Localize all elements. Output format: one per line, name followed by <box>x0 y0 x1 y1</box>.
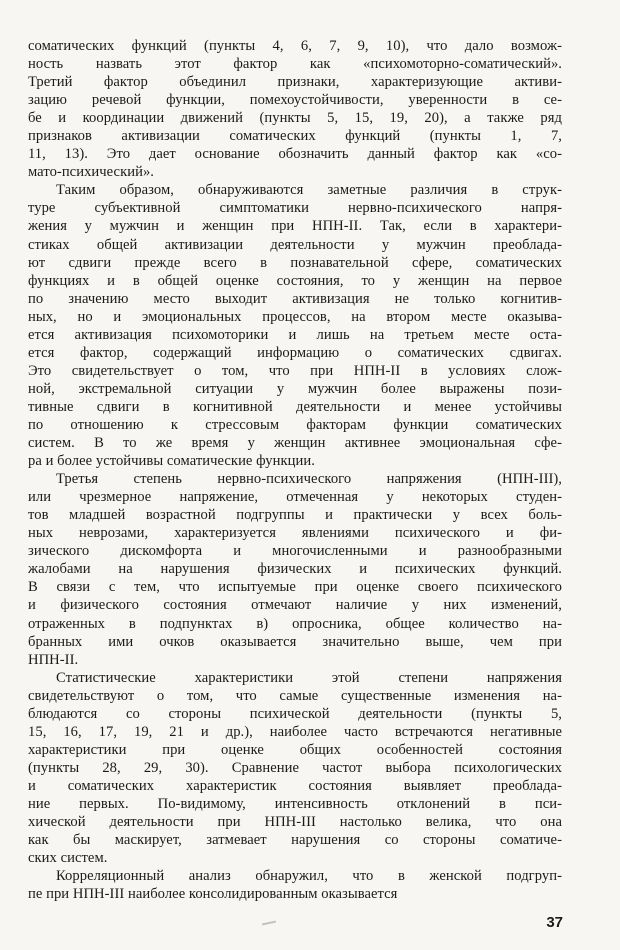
text-line: В связи с тем, что испытуемые при оценке своего психического <box>28 579 562 596</box>
text-line: систем. В то же время у женщин активнее эмоциональная сфе- <box>28 435 562 452</box>
text-line: тов младшей возрастной подгруппы и практически у всех боль- <box>28 507 562 524</box>
text-line: тивные сдвиги в когнитивной деятельности и менее устойчивы <box>28 398 562 415</box>
text-line: туре субъективной симптоматики нервно-психического напря- <box>28 200 562 217</box>
text-line: НПН-II. <box>28 651 79 668</box>
text-line: блюдаются со стороны психической деятельности (пункты 5, <box>28 705 562 722</box>
text-line: ность назвать этот фактор как «психомоторно-соматический». <box>28 56 562 73</box>
text-line: ется фактор, содержащий информацию о соматических сдвигах. <box>28 344 562 361</box>
paragraph <box>28 669 562 868</box>
text-line: Корреляционный анализ обнаружил, что в женской подгруп- <box>56 868 562 885</box>
text-line: функциях и в общей оценке состояния, то у женщин на первое <box>28 272 562 289</box>
text-line: бранных ими очков оказывается значительно выше, чем при <box>28 633 562 650</box>
text-line: ной, экстремальной ситуации у мужчин более выражены пози- <box>28 380 562 397</box>
text-line: пе при НПН-III наиболее консолидированным оказывается <box>28 886 398 903</box>
page-number: 37 <box>546 914 563 931</box>
paragraph <box>28 867 562 903</box>
text-line: жения у мужчин и женщин при НПН-II. Так, если в характери- <box>28 218 562 235</box>
text-line: Статистические характеристики этой степени напряжения <box>56 669 562 686</box>
text-line: 15, 16, 17, 19, 21 и др.), наиболее часто встречаются негативные <box>28 723 562 740</box>
text-line: Третий фактор объединил признаки, характеризующие активи- <box>28 74 562 91</box>
text-line: характеристики при оценке общих особенностей состояния <box>28 741 562 758</box>
text-line: жалобами на нарушения физических и психических функций. <box>28 561 562 578</box>
paragraph <box>28 37 562 181</box>
print-speck <box>262 921 276 926</box>
text-line: как бы маскирует, затмевает нарушения со стороны соматиче- <box>28 832 562 849</box>
text-line: 11, 13). Это дает основание обозначить данный фактор как «со- <box>28 146 562 163</box>
text-line: зического дискомфорта и многочисленными и разнообразными <box>28 543 562 560</box>
text-line: соматических функций (пункты 4, 6, 7, 9, 10), что дало возмож- <box>28 38 562 54</box>
text-line: ра и более устойчивы соматические функции. <box>28 453 315 470</box>
text-line: свидетельствуют о том, что самые существенные изменения на- <box>28 687 562 704</box>
text-line: ние первых. По-видимому, интенсивность отклонений в пси- <box>28 795 562 812</box>
text-line: зацию речевой функции, помехоустойчивости, уверенности в се- <box>28 92 562 109</box>
text-line: мато-психический». <box>28 164 154 181</box>
text-line: Третья степень нервно-психического напряжения (НПН-III), <box>56 471 562 488</box>
text-line: или чрезмерное напряжение, отмеченная у некоторых студен- <box>28 489 562 506</box>
text-line: (пункты 28, 29, 30). Сравнение частот выбора психологических <box>28 759 562 776</box>
text-line: ных неврозами, характеризуется явлениями психического и фи- <box>28 525 562 542</box>
text-line: бе и координации движений (пункты 5, 15, 19, 20), а также ряд <box>28 110 562 127</box>
text-line: ных, но и эмоциональных процессов, на втором месте оказыва- <box>28 308 562 325</box>
text-line: и соматических характеристик состояния выявляет преоблада- <box>28 777 562 794</box>
text-line: ских систем. <box>28 850 108 867</box>
text-line: Это свидетельствует о том, что при НПН-II в условиях слож- <box>28 362 562 379</box>
body-text <box>28 37 562 903</box>
text-line: и физического состояния отмечают наличие у них изменений, <box>28 597 562 614</box>
text-line: признаков активизации соматических функций (пункты 1, 7, <box>28 128 562 145</box>
paragraph <box>28 470 562 669</box>
text-line: отраженных в подпунктах в) опросника, общее количество на- <box>28 615 562 632</box>
text-line: по отношению к стрессовым факторам функции соматических <box>28 416 562 433</box>
text-line: Таким образом, обнаруживаются заметные различия в струк- <box>56 182 562 199</box>
paragraph <box>28 181 562 470</box>
text-line: хической деятельности при НПН-III настолько велика, что она <box>28 814 562 831</box>
text-line: по значению место выходит активизация не только когнитив- <box>28 290 562 307</box>
text-line: ют сдвиги прежде всего в познавательной сфере, соматических <box>28 254 562 271</box>
text-line: стиках общей активизации деятельности у мужчин преоблада- <box>28 236 562 253</box>
text-line: ется активизация психомоторики и лишь на третьем месте оста- <box>28 326 562 343</box>
